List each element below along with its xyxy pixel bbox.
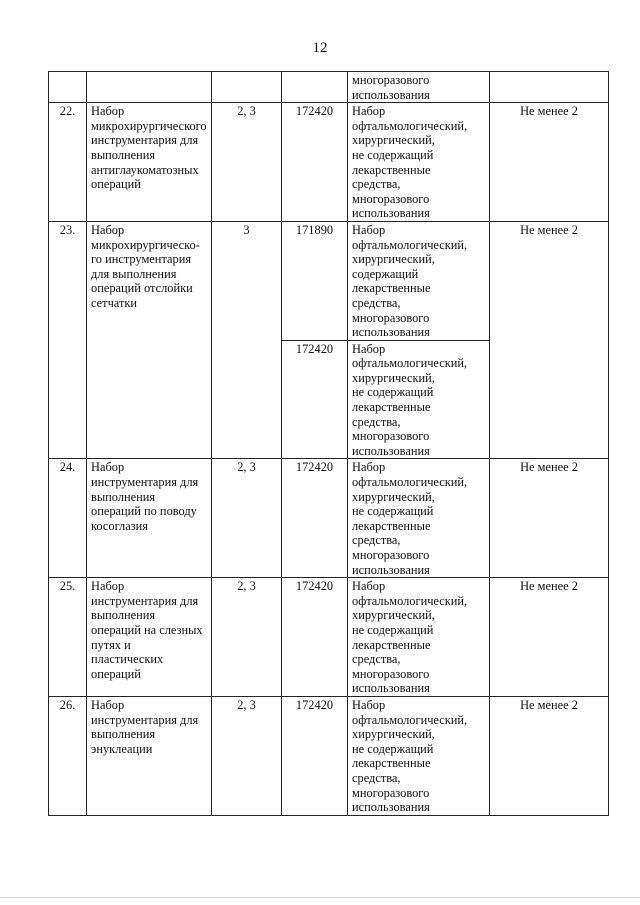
cell-text: 26. xyxy=(59,697,76,712)
code-cell xyxy=(282,696,348,815)
cell-text-line: хирургический, xyxy=(352,370,435,385)
cell-text-line: лекарственные xyxy=(352,281,431,296)
cell-text-line: лекарственные xyxy=(352,637,431,652)
cell-text-line: многоразового xyxy=(352,429,430,444)
cell-text: 172420 xyxy=(295,341,334,356)
cell-text-line: Набор xyxy=(352,104,386,119)
cell-text-line: содержащий xyxy=(352,266,419,281)
quantity-cell xyxy=(490,221,609,459)
class-cell xyxy=(212,221,282,459)
cell-text-line: многоразового xyxy=(352,785,430,800)
table-row xyxy=(49,459,609,578)
cell-text-line: для выполнения xyxy=(91,266,177,281)
cell-text-line: сетчатки xyxy=(91,295,138,310)
row-number-cell xyxy=(49,459,87,578)
cell-text-line: операций xyxy=(91,177,141,192)
cell-text: Не менее 2 xyxy=(520,579,578,594)
cell-text: 2, 3 xyxy=(237,579,256,594)
cell-text-line: лекарственные xyxy=(352,162,431,177)
cell-text-line: лекарственные xyxy=(352,400,431,415)
cell-text-line: операций по поводу xyxy=(91,504,197,519)
cell-text: Не менее 2 xyxy=(520,104,578,119)
table-row xyxy=(49,221,609,340)
cell-text-line: Набор xyxy=(91,222,125,237)
cell-text-line: операций xyxy=(91,666,141,681)
quantity-cell xyxy=(490,578,609,697)
item-name-cell xyxy=(87,103,212,222)
item-name-cell xyxy=(87,459,212,578)
cell-text-line: использования xyxy=(352,443,430,458)
code-cell xyxy=(282,221,348,340)
row-number-cell xyxy=(49,103,87,222)
scan-artifact-line xyxy=(0,897,640,898)
row-number-cell xyxy=(49,221,87,459)
cell-text-line: не содержащий xyxy=(352,622,434,637)
cell-text: 25. xyxy=(59,579,76,594)
cell-text-line: многоразового xyxy=(352,191,430,206)
cell-text: 22. xyxy=(59,104,76,119)
cell-text-line: путях и xyxy=(91,637,131,652)
cell-text-line: не содержащий xyxy=(352,147,434,162)
class-cell xyxy=(212,103,282,222)
cell-text-line: многоразового xyxy=(352,666,430,681)
table-row xyxy=(49,103,609,222)
cell-text-line: лекарственные xyxy=(352,518,431,533)
cell-text-line: операций отслойки xyxy=(91,281,193,296)
cell-text-line: не содержащий xyxy=(352,385,434,400)
description-cell xyxy=(348,72,490,103)
cell-text-line: операций на слезных xyxy=(91,622,203,637)
cell-text-line: хирургический, xyxy=(352,489,435,504)
cell-text: 2, 3 xyxy=(237,104,256,119)
equipment-table xyxy=(48,71,609,816)
cell-text: 172420 xyxy=(295,104,334,119)
code-cell xyxy=(282,459,348,578)
code-cell xyxy=(282,340,348,459)
cell-text: 172420 xyxy=(295,697,334,712)
code-cell xyxy=(282,103,348,222)
cell-text-line: многоразового xyxy=(352,548,430,562)
cell-text-line: использования xyxy=(352,87,430,102)
cell-text-line: хирургический, xyxy=(352,133,435,148)
cell-text-line: го инструментария xyxy=(91,252,192,267)
cell-text-line: лекарственные xyxy=(352,756,431,771)
cell-text-line: не содержащий xyxy=(352,504,434,519)
class-cell xyxy=(212,459,282,578)
cell-text-line: Набор xyxy=(352,460,386,475)
cell-text-line: антиглаукоматозных xyxy=(91,162,199,177)
cell-text-line: микрохирургического xyxy=(91,118,207,133)
cell-text-line: офтальмологический, xyxy=(352,237,468,252)
cell-text-line: использования xyxy=(352,325,430,340)
cell-text-line: Набор xyxy=(91,460,125,475)
cell-text-line: использования xyxy=(352,800,430,815)
table-row xyxy=(49,578,609,697)
cell-text: 171890 xyxy=(295,222,334,237)
cell-text-line: многоразового xyxy=(352,310,430,325)
cell-text-line: средства, xyxy=(352,652,401,667)
cell-text: 3 xyxy=(243,222,250,237)
cell-text-line: Набор xyxy=(91,104,125,119)
row-number-cell xyxy=(49,696,87,815)
cell-text-line: средства, xyxy=(352,295,401,310)
cell-text-line: хирургический, xyxy=(352,608,435,623)
cell-text-line: офтальмологический, xyxy=(352,593,468,608)
cell-text: 172420 xyxy=(295,579,334,594)
item-name-cell xyxy=(87,221,212,459)
description-cell xyxy=(348,696,490,815)
item-name-cell xyxy=(87,72,212,103)
description-cell xyxy=(348,221,490,340)
cell-text-line: многоразового xyxy=(352,73,430,87)
cell-text: 2, 3 xyxy=(237,697,256,712)
code-cell xyxy=(282,578,348,697)
class-cell xyxy=(212,578,282,697)
cell-text-line: Набор xyxy=(91,697,125,712)
cell-text: 172420 xyxy=(295,460,334,475)
cell-text-line: хирургический, xyxy=(352,727,435,742)
cell-text-line: инструментария для xyxy=(91,593,199,608)
table-row xyxy=(49,696,609,815)
description-cell xyxy=(348,340,490,459)
cell-text-line: Набор xyxy=(91,579,125,594)
cell-text-line: инструментария для xyxy=(91,712,199,727)
description-cell xyxy=(348,459,490,578)
cell-text-line: Набор xyxy=(352,222,386,237)
cell-text: Не менее 2 xyxy=(520,222,578,237)
cell-text-line: инструментария для xyxy=(91,133,199,148)
cell-text-line: выполнения xyxy=(91,608,156,623)
cell-text-line: офтальмологический, xyxy=(352,356,468,371)
cell-text-line: выполнения xyxy=(91,489,156,504)
cell-text-line: использования xyxy=(352,206,430,221)
cell-text-line: офтальмологический, xyxy=(352,475,468,490)
table-row xyxy=(49,72,609,103)
row-number-cell xyxy=(49,578,87,697)
item-name-cell xyxy=(87,696,212,815)
cell-text-line: средства, xyxy=(352,533,401,548)
quantity-cell xyxy=(490,696,609,815)
class-cell xyxy=(212,696,282,815)
cell-text: Не менее 2 xyxy=(520,697,578,712)
cell-text-line: использования xyxy=(352,681,430,696)
cell-text-line: Набор xyxy=(352,579,386,594)
cell-text-line: офтальмологический, xyxy=(352,712,468,727)
cell-text-line: хирургический, xyxy=(352,252,435,267)
cell-text-line: Набор xyxy=(352,697,386,712)
code-cell xyxy=(282,72,348,103)
cell-text-line: Набор xyxy=(352,341,386,356)
quantity-cell xyxy=(490,72,609,103)
cell-text-line: средства, xyxy=(352,177,401,192)
cell-text-line: использования xyxy=(352,562,430,577)
item-name-cell xyxy=(87,578,212,697)
description-cell xyxy=(348,103,490,222)
cell-text: 24. xyxy=(59,460,76,475)
quantity-cell xyxy=(490,103,609,222)
cell-text-line: инструментария для xyxy=(91,475,199,490)
page-number: 12 xyxy=(312,40,328,56)
cell-text-line: энуклеации xyxy=(91,741,153,756)
quantity-cell xyxy=(490,459,609,578)
cell-text: 23. xyxy=(59,222,76,237)
cell-text-line: не содержащий xyxy=(352,741,434,756)
cell-text-line: выполнения xyxy=(91,147,156,162)
cell-text-line: офтальмологический, xyxy=(352,118,468,133)
description-cell xyxy=(348,578,490,697)
cell-text-line: средства, xyxy=(352,414,401,429)
cell-text-line: пластических xyxy=(91,652,164,667)
cell-text-line: выполнения xyxy=(91,727,156,742)
cell-text: 2, 3 xyxy=(237,460,256,475)
cell-text: Не менее 2 xyxy=(520,460,578,475)
row-number-cell xyxy=(49,72,87,103)
cell-text-line: микрохирургическо- xyxy=(91,237,200,252)
cell-text-line: косоглазия xyxy=(91,518,148,533)
cell-text-line: средства, xyxy=(352,770,401,785)
class-cell xyxy=(212,72,282,103)
